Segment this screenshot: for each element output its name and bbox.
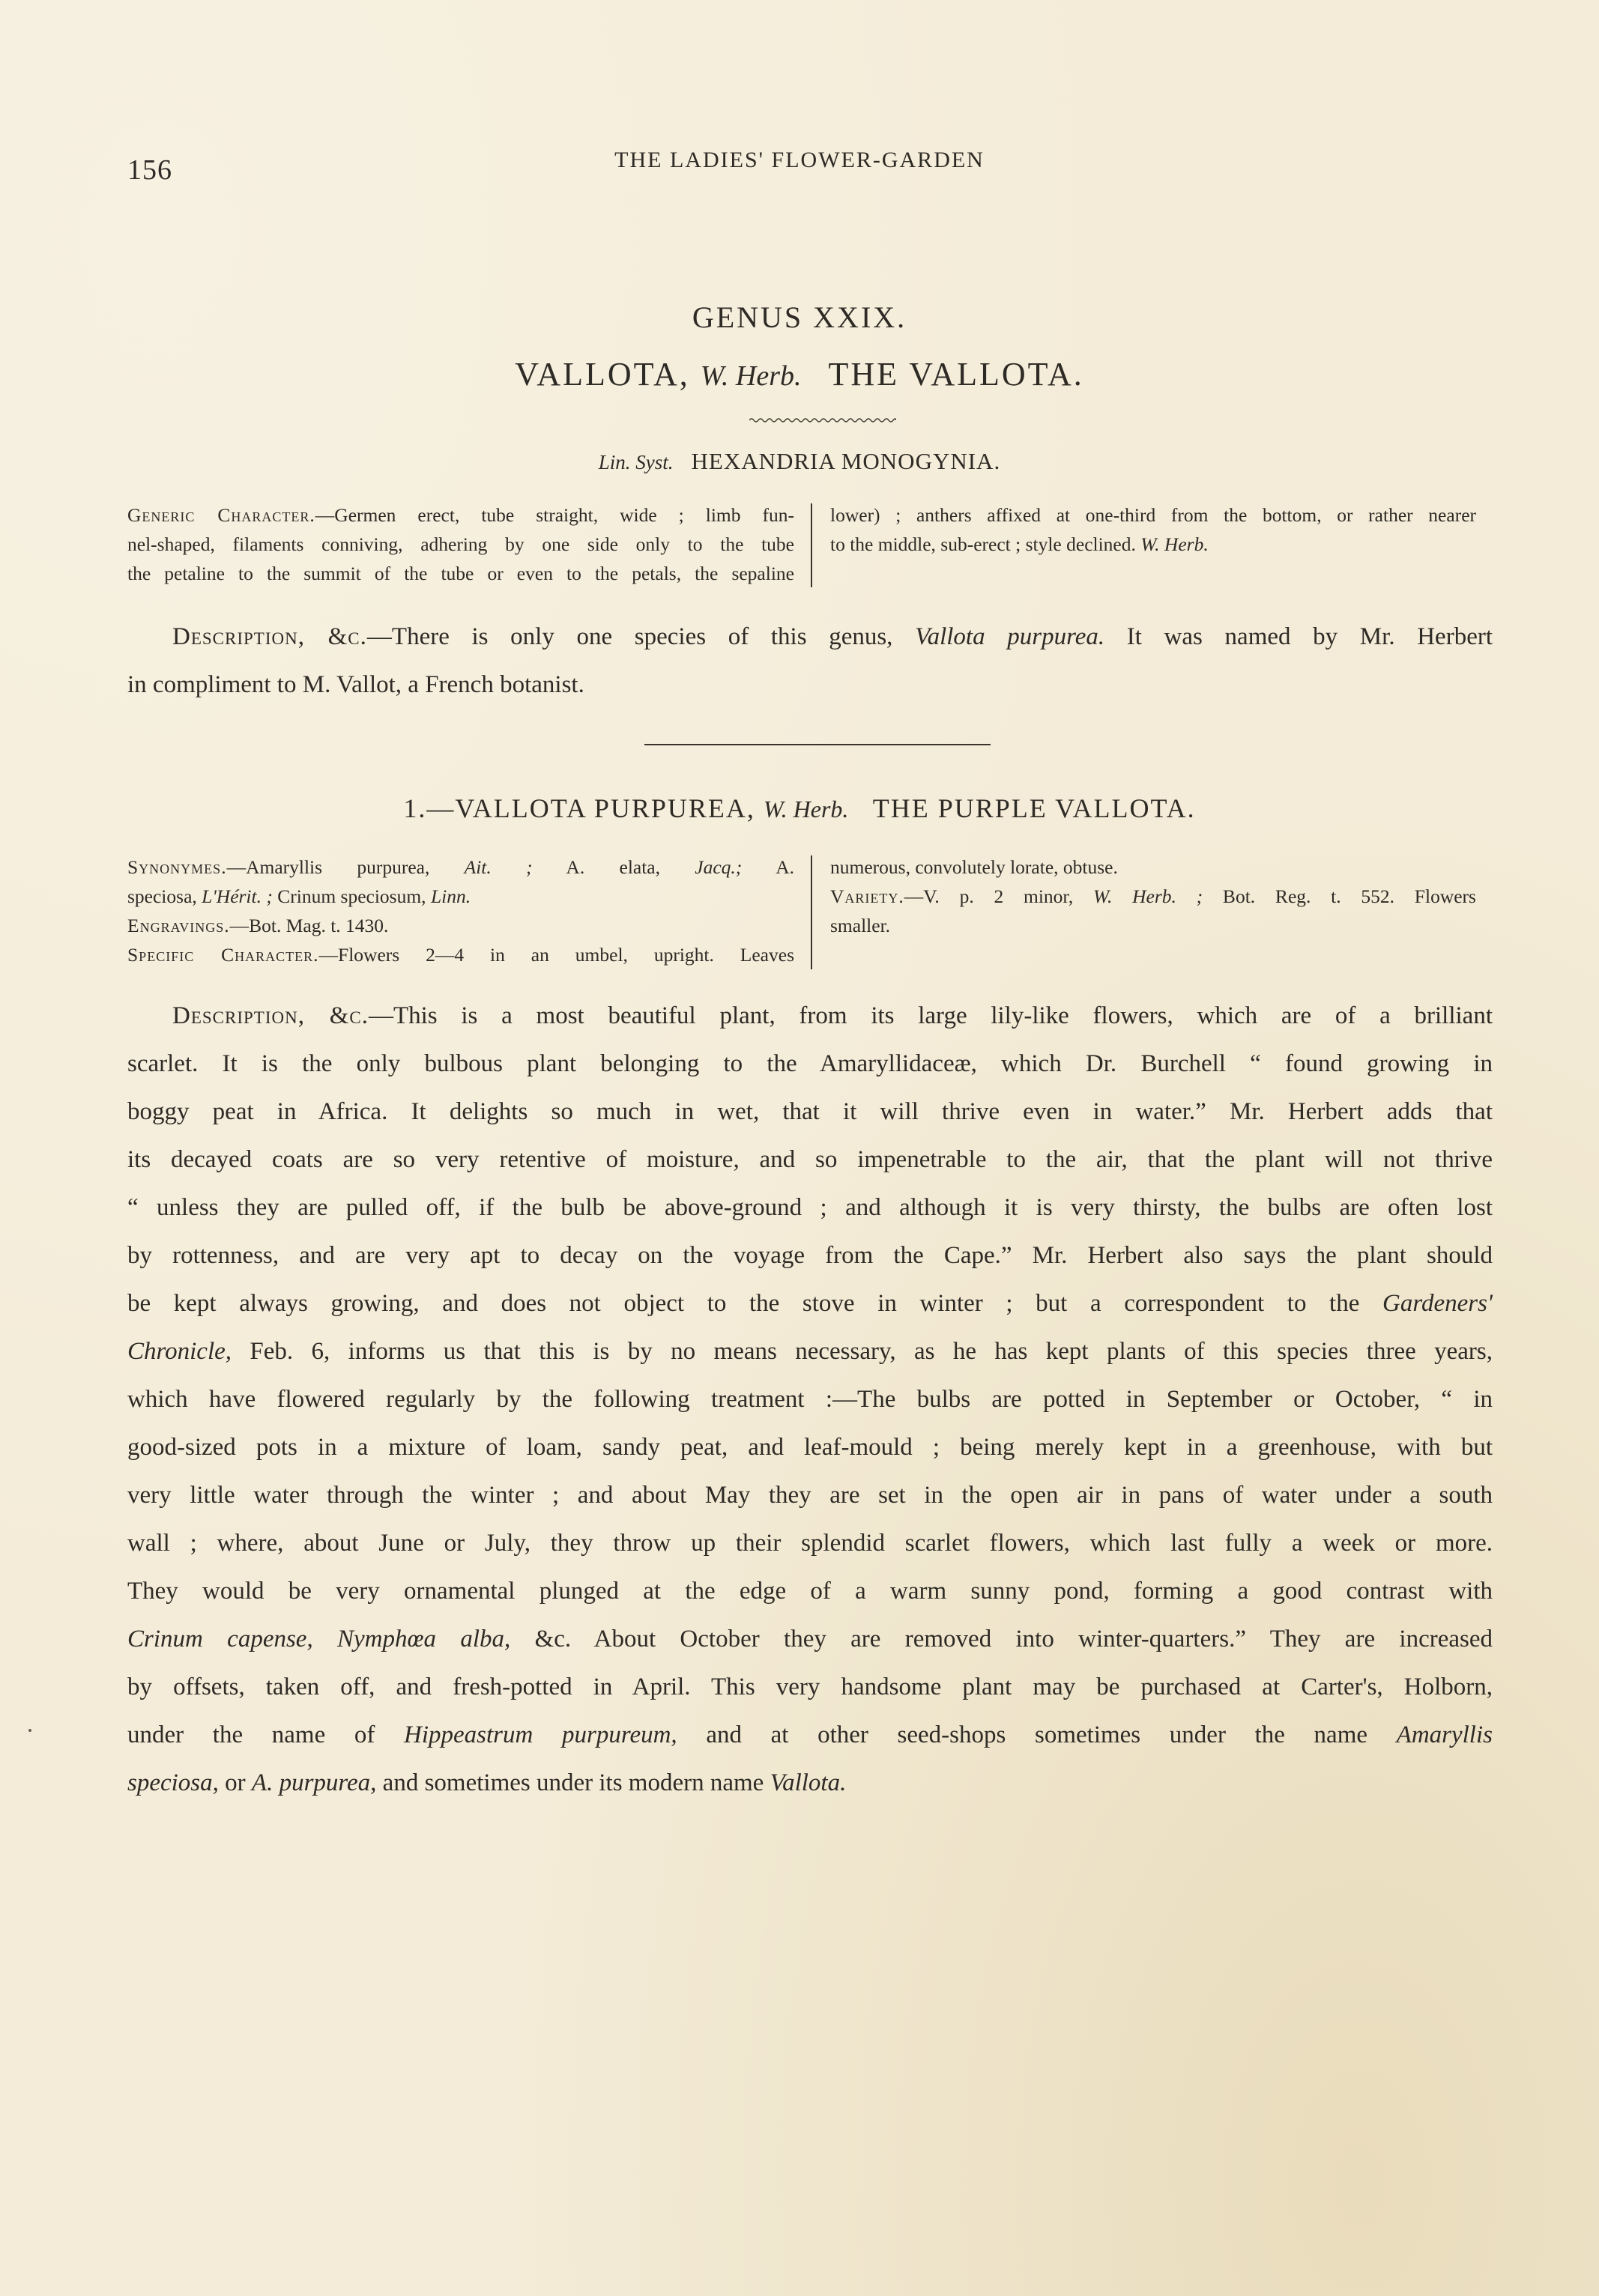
text-run: lower) ; anthers affixed at one-third from the bottom, or rather nearer (830, 504, 1476, 526)
column-line (127, 852, 794, 882)
species-description (127, 992, 1493, 1807)
text-run: to the middle, sub-erect ; style declined. (830, 533, 1136, 555)
genus-title (0, 355, 1599, 393)
generic-character-left-column (127, 500, 794, 588)
species-common-name: THE PURPLE VALLOTA. (872, 793, 1196, 823)
section-label: Synonymes. (127, 856, 227, 878)
paragraph-line (127, 1711, 1493, 1759)
text-run: smaller. (830, 915, 891, 936)
italic-term: Crinum capense, (127, 1626, 313, 1653)
paragraph-line (127, 1567, 1493, 1615)
italic-term: W. Herb. ; (1093, 885, 1203, 907)
text-run: wall ; where, about June or July, they throw up their splendid scarlet flowers, which last fully a week or more. (127, 1530, 1493, 1557)
column-line (830, 500, 1476, 530)
italic-term: Amaryllis (1396, 1721, 1493, 1748)
paragraph-line (127, 1040, 1493, 1088)
column-line (830, 530, 1476, 559)
paragraph-line (127, 1615, 1493, 1663)
paragraph-line (127, 1279, 1493, 1327)
text-run (313, 1626, 337, 1653)
italic-term: Hippeastrum purpureum, (404, 1721, 677, 1748)
text-run: —Amaryllis purpurea, (226, 856, 465, 878)
column-line (830, 852, 1476, 882)
italic-term: Ait. ; (464, 856, 533, 878)
section-label: Generic Character. (127, 504, 315, 526)
genus-name: VALLOTA, (515, 356, 690, 393)
text-run: —Bot. Mag. t. 1430. (229, 915, 389, 936)
italic-term: Nymphœa alba, (337, 1626, 511, 1653)
paragraph-line (127, 1136, 1493, 1184)
paper-speck (28, 1729, 31, 1732)
section-label: Engravings. (127, 915, 230, 936)
text-run: —Germen erect, tube straight, wide ; limb fun- (315, 504, 794, 526)
column-rule (811, 855, 812, 969)
text-run: be kept always growing, and does not object to the stove in winter ; but a correspondent to the (127, 1290, 1382, 1317)
linnaean-system (0, 448, 1599, 475)
page-number: 156 (127, 154, 172, 186)
text-run: Bot. Reg. t. 552. Flowers (1203, 885, 1476, 907)
text-run: the petaline to the summit of the tube or even to the petals, the sepaline (127, 563, 794, 584)
paragraph-line (127, 1327, 1493, 1375)
text-run: its decayed coats are so very retentive of moisture, and so impenetrable to the air, that the plant will not thrive (127, 1146, 1493, 1173)
paragraph-line (127, 992, 1493, 1040)
italic-term: Vallota. (770, 1769, 847, 1796)
text-run: by rottenness, and are very apt to decay on the voyage from the Cape.” Mr. Herbert also says the plant should (127, 1242, 1493, 1269)
text-run: —V. p. 2 minor, (904, 885, 1094, 907)
text-run: and at other seed-shops sometimes under the name (677, 1721, 1397, 1748)
paragraph-line (127, 1375, 1493, 1423)
italic-term: Vallota purpurea. (915, 623, 1105, 650)
text-run: A. elata, (532, 856, 695, 878)
column-line (830, 882, 1476, 911)
text-run: boggy peat in Africa. It delights so much in wet, that it will thrive even in water.” Mr. Herbert adds that (127, 1098, 1493, 1125)
text-run: under the name of (127, 1721, 404, 1748)
column-line (830, 911, 1476, 940)
text-run: They would be very ornamental plunged at the edge of a warm sunny pond, forming a good contrast with (127, 1578, 1493, 1605)
column-line (127, 911, 794, 940)
paragraph-line (127, 1423, 1493, 1471)
text-run: —Flowers 2—4 in an umbel, upright. Leaves (318, 944, 794, 966)
lin-syst-class: HEXANDRIA MONOGYNIA. (691, 448, 1001, 474)
generic-character-block (127, 500, 1476, 590)
genus-number: GENUS XXIX. (692, 300, 907, 334)
genus-description (127, 613, 1493, 709)
species-name: 1.—VALLOTA PURPUREA, (403, 793, 755, 823)
text-run: A. (742, 856, 794, 878)
genus-common-name: THE VALLOTA. (828, 356, 1084, 393)
italic-term: Chronicle, (127, 1338, 232, 1365)
species-authority: W. Herb. (763, 796, 849, 823)
section-label: Description, &c. (172, 623, 367, 650)
italic-term: Gardeners' (1382, 1290, 1493, 1317)
italic-term: W. Herb. (1140, 533, 1209, 555)
italic-term: A. purpurea, (251, 1769, 377, 1796)
paragraph-line (127, 1088, 1493, 1136)
wavy-divider (749, 417, 896, 424)
paragraph-line (127, 1232, 1493, 1279)
text-run: which have flowered regularly by the following treatment :—The bulbs are potted in September or October, “ in (127, 1386, 1493, 1413)
text-run: in compliment to M. Vallot, a French botanist. (127, 671, 584, 698)
species-details-left-column (127, 852, 794, 969)
paragraph-line (127, 1184, 1493, 1232)
column-line (127, 559, 794, 588)
column-line (127, 500, 794, 530)
column-line (127, 940, 794, 969)
paragraph-line (127, 613, 1493, 661)
column-rule (811, 503, 812, 587)
text-run: —This is a most beautiful plant, from its large lily-like flowers, which are of a brilliant (368, 1002, 1493, 1029)
text-run: —There is only one species of this genus, (366, 623, 893, 650)
text-run: numerous, convolutely lorate, obtuse. (830, 856, 1118, 878)
species-details-right-column (830, 852, 1476, 940)
section-label: Variety. (830, 885, 904, 907)
italic-term: L'Hérit. ; (202, 885, 273, 907)
paragraph-line (127, 661, 1493, 709)
text-run: It was named by Mr. Herbert (1126, 623, 1493, 650)
species-title (0, 793, 1599, 824)
genus-authority: W. Herb. (700, 360, 802, 392)
text-run: &c. About October they are removed into winter-quarters.” They are increased (510, 1626, 1493, 1653)
text-run: Feb. 6, informs us that this is by no means necessary, as he has kept plants of this species three years, (232, 1338, 1493, 1365)
column-line (127, 530, 794, 559)
text-run: very little water through the winter ; and about May they are set in the open air in pans of water under a south (127, 1482, 1493, 1509)
column-line (127, 882, 794, 911)
text-run: and sometimes under its modern name (376, 1769, 770, 1796)
paragraph-line (127, 1663, 1493, 1711)
italic-term: speciosa, (127, 1769, 219, 1796)
section-label: Specific Character. (127, 944, 319, 966)
italic-term: Linn. (430, 885, 471, 907)
paragraph-line (127, 1519, 1493, 1567)
species-details-block (127, 852, 1476, 972)
section-label: Description, &c. (172, 1002, 369, 1029)
text-run: by offsets, taken off, and fresh-potted in April. This very handsome plant may be purchased at Carter's, Holborn, (127, 1673, 1493, 1700)
paragraph-line (127, 1471, 1493, 1519)
running-head: THE LADIES' FLOWER-GARDEN (614, 148, 985, 172)
text-run: good-sized pots in a mixture of loam, sandy peat, and leaf-mould ; being merely kept in a greenhouse, with but (127, 1434, 1493, 1461)
generic-character-right-column (830, 500, 1476, 559)
text-run: Crinum speciosum, (272, 885, 431, 907)
section-rule (644, 744, 991, 745)
text-run: or (218, 1769, 252, 1796)
text-run: speciosa, (127, 885, 202, 907)
text-run: scarlet. It is the only bulbous plant belonging to the Amaryllidaceæ, which Dr. Burchell “ found growing in (127, 1050, 1493, 1077)
paragraph-line (127, 1759, 1493, 1807)
lin-syst-label: Lin. Syst. (598, 451, 674, 473)
text-run: “ unless they are pulled off, if the bulb be above-ground ; and although it is very thirsty, the bulbs are often lost (127, 1194, 1493, 1221)
italic-term: Jacq.; (695, 856, 743, 878)
text-run: nel-shaped, filaments conniving, adhering by one side only to the tube (127, 533, 794, 555)
